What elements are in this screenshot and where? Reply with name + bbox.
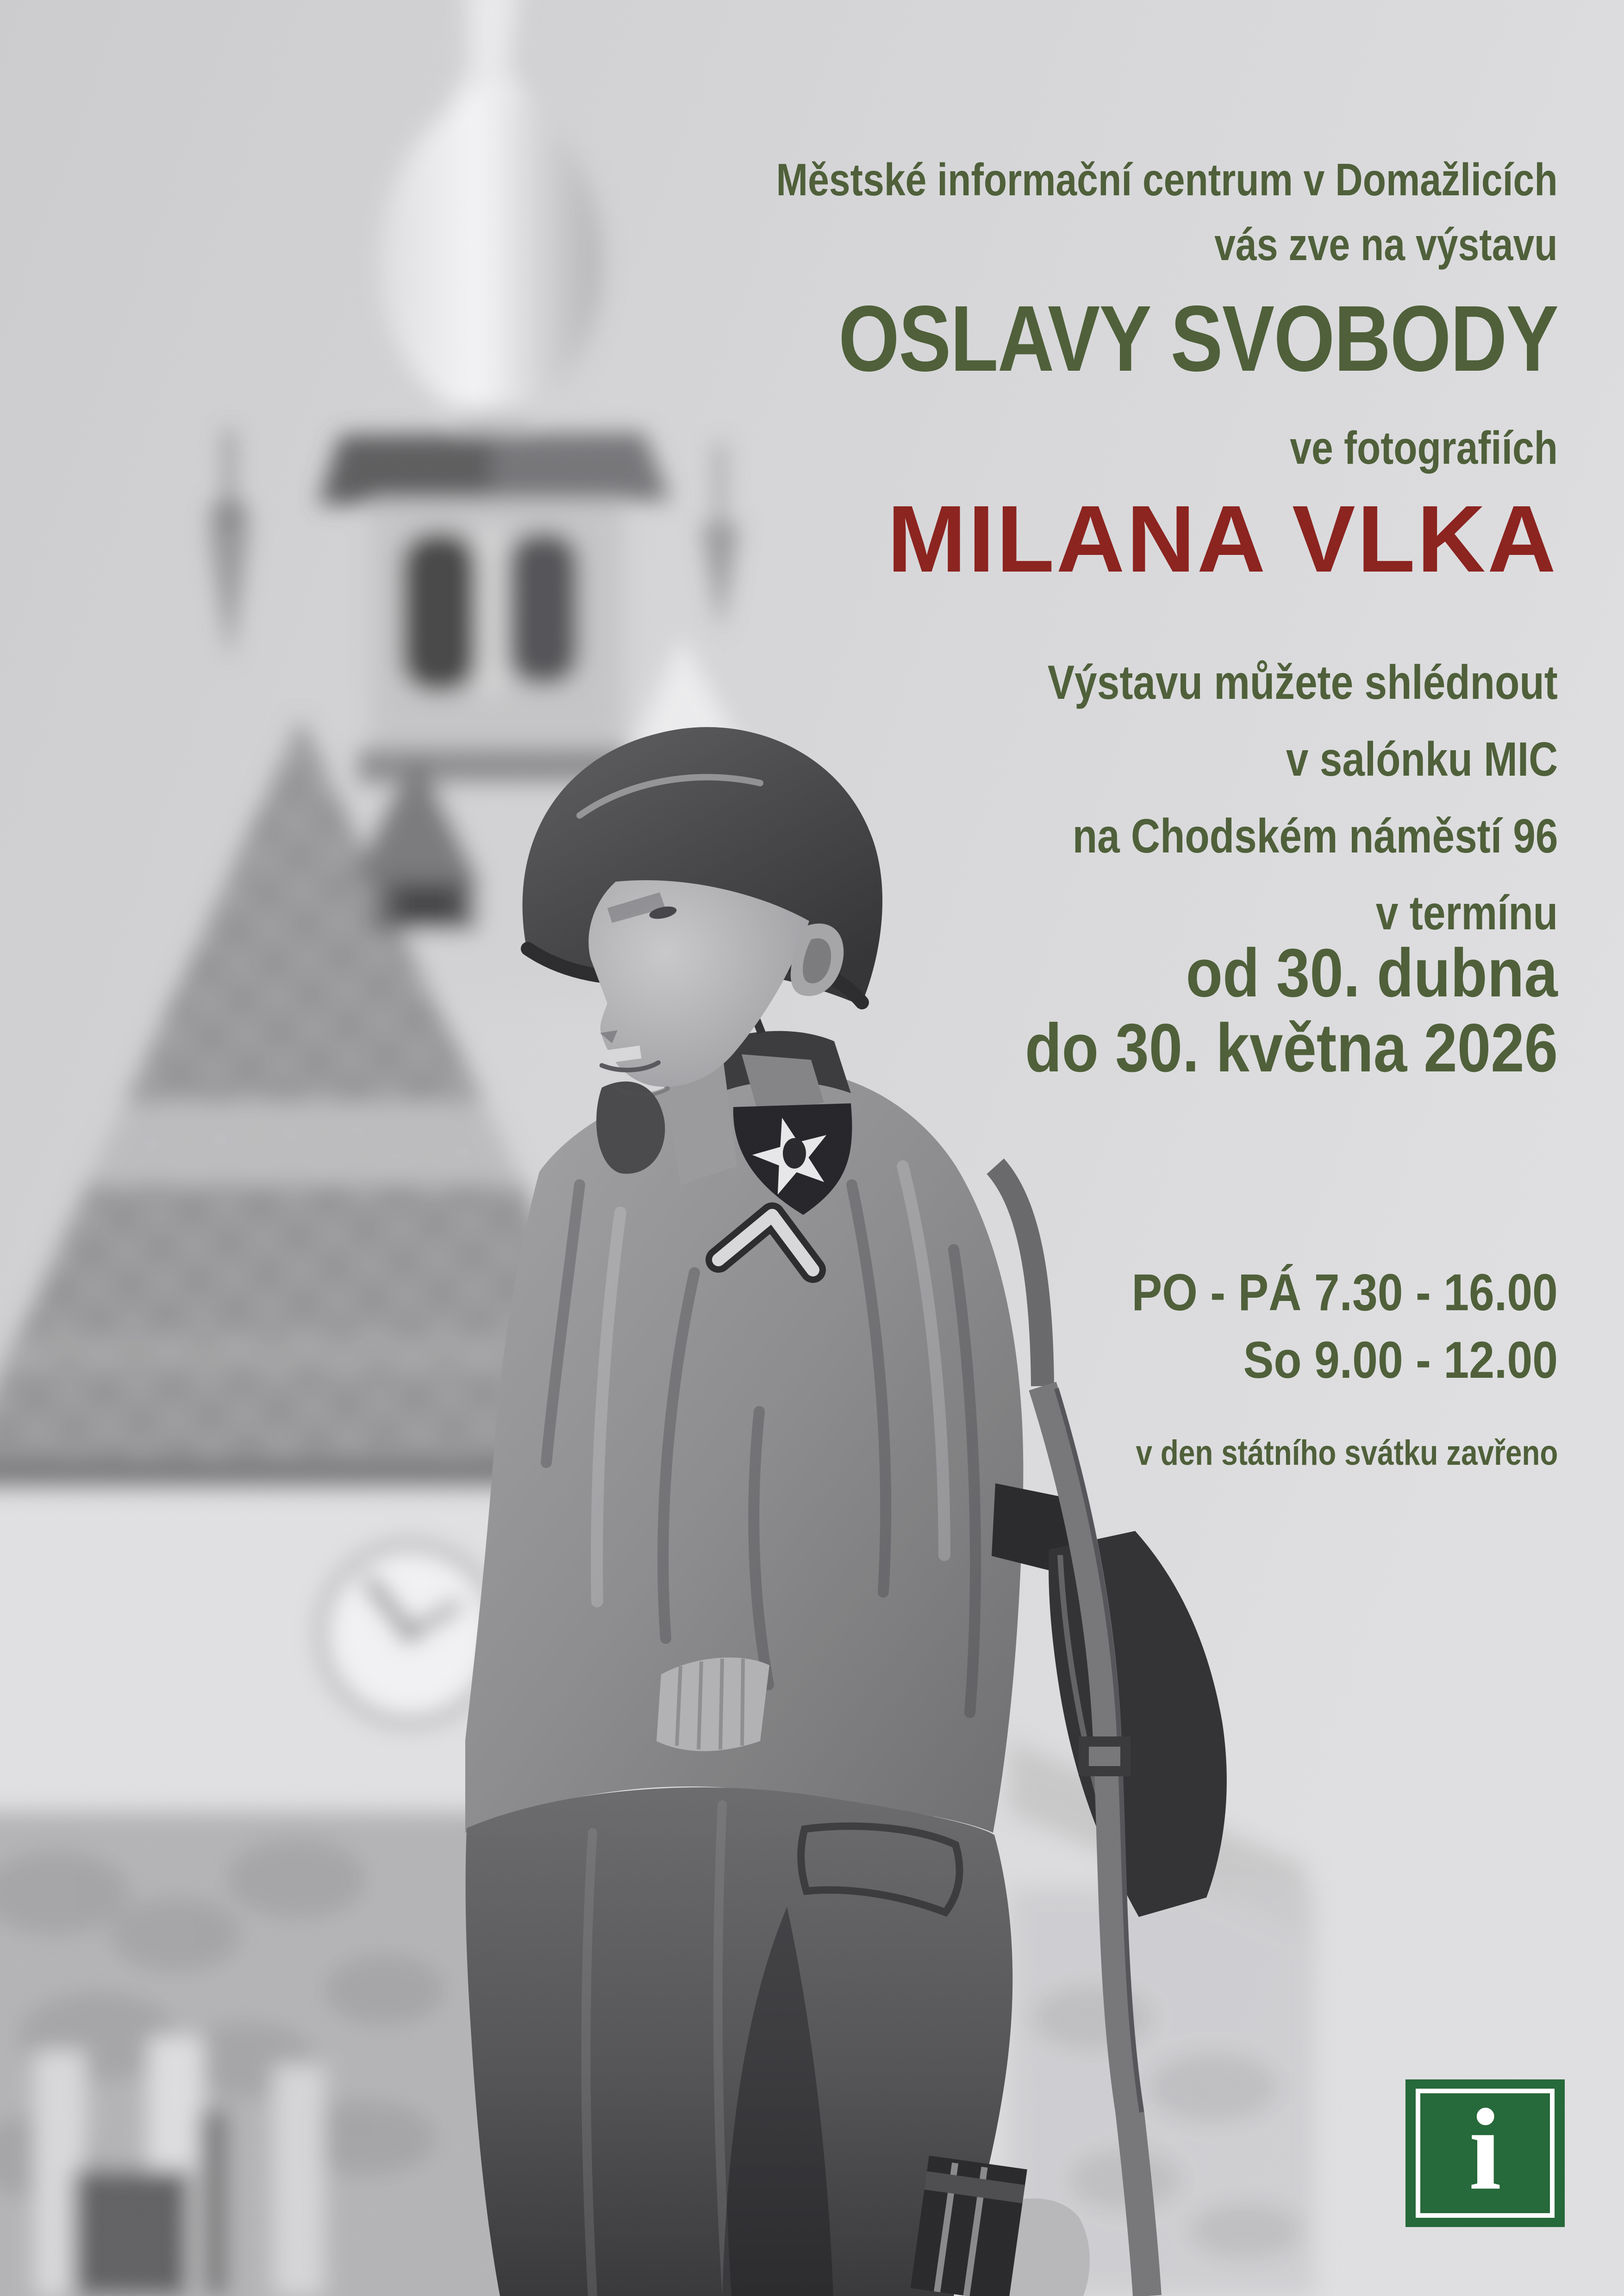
intro-line-2: vás zve na výstavu	[1214, 219, 1558, 270]
holiday-note: v den státního svátku zavřeno	[1136, 1433, 1558, 1473]
exhibition-details	[0, 644, 1558, 952]
tourist-info-logo	[1405, 2079, 1565, 2227]
hours-weekdays: PO - PÁ 7.30 - 16.00	[1131, 1263, 1558, 1321]
details-line-term: v termínu	[1375, 886, 1558, 940]
photographer-name: MILANA VLKA	[887, 486, 1558, 592]
details-line-venue: Výstavu můžete shlédnout	[1048, 656, 1558, 709]
details-line-room: v salónku MIC	[1286, 733, 1558, 786]
opening-hours	[0, 1259, 1558, 1394]
hours-saturday: So 9.00 - 12.00	[1243, 1331, 1558, 1389]
exhibition-subtitle: ve fotografiích	[1290, 422, 1558, 474]
date-to: do 30. května 2026	[1024, 1010, 1558, 1086]
exhibition-dates	[0, 936, 1558, 1086]
exhibition-title: OSLAVY SVOBODY	[838, 286, 1558, 391]
date-from: od 30. dubna	[1186, 935, 1558, 1011]
info-icon: i	[1468, 2084, 1501, 2214]
intro-line-1: Městské informační centrum v Domažlicích	[776, 154, 1558, 205]
details-line-address: na Chodském náměstí 96	[1072, 809, 1558, 863]
intro-text	[0, 147, 1558, 277]
